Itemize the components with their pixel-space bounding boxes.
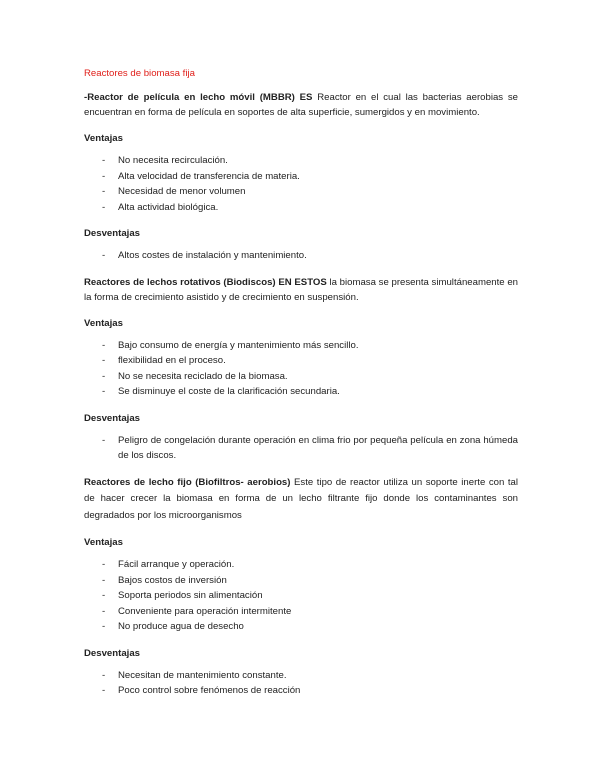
mbbr-heading: -Reactor de película en lecho móvil (MBBR) ES bbox=[84, 92, 313, 103]
list-item: - Fácil arranque y operación. bbox=[102, 559, 235, 570]
list-item: - Bajo consumo de energía y mantenimiento más sencillo. bbox=[102, 339, 359, 351]
list-item: - Se disminuye el coste de la clarificación secundaria. bbox=[102, 386, 340, 397]
biofiltros-desventajas-label: Desventajas bbox=[84, 647, 140, 659]
mbbr-desventajas-label: Desventajas bbox=[84, 228, 140, 239]
list-item: - No se necesita reciclado de la biomasa. bbox=[102, 370, 288, 382]
mbbr-ventajas-label: Ventajas bbox=[84, 133, 123, 144]
list-item: - Alta velocidad de transferencia de materia. bbox=[102, 170, 300, 182]
mbbr-ventajas-list bbox=[84, 153, 518, 215]
list-item: - Poco control sobre fenómenos de reacción bbox=[102, 685, 301, 696]
list-item: - Necesidad de menor volumen bbox=[102, 186, 246, 197]
biodiscos-paragraph bbox=[84, 275, 518, 305]
biofiltros-ventajas-list bbox=[84, 557, 518, 635]
list-item: - Necesitan de mantenimiento constante. bbox=[102, 669, 287, 681]
list-item: - No produce agua de desecho bbox=[102, 621, 244, 632]
mbbr-paragraph bbox=[84, 90, 518, 120]
list-item: - Soporta periodos sin alimentación bbox=[102, 590, 263, 601]
list-item: - Altos costes de instalación y mantenimiento. bbox=[102, 250, 307, 261]
biofiltros-paragraph bbox=[84, 475, 518, 525]
document-page bbox=[84, 66, 518, 699]
biodiscos-text: la biomasa se presenta simultáneamente en la forma de crecimiento asistido y de crecimiento en suspensión. bbox=[84, 276, 519, 303]
list-item: - No necesita recirculación. bbox=[102, 155, 228, 166]
list-item: - Peligro de congelación durante operación en clima frio por pequeña película en zona húmeda de los discos. bbox=[102, 434, 518, 461]
biodiscos-desventajas-label: Desventajas bbox=[84, 412, 140, 424]
biofiltros-ventajas-label: Ventajas bbox=[84, 537, 123, 548]
mbbr-text: Reactor en el cual las bacterias aerobias se encuentran en forma de película en soportes de alta superficie, sumergidos y en movimiento. bbox=[84, 92, 518, 118]
document-title: Reactores de biomasa fija bbox=[84, 68, 195, 79]
list-item: - Bajos costos de inversión bbox=[102, 574, 227, 586]
biodiscos-heading: Reactores de lechos rotativos (Biodiscos) EN ESTOS bbox=[84, 276, 327, 288]
biodiscos-desventajas-list bbox=[84, 433, 518, 464]
list-item: - Alta actividad biológica. bbox=[102, 201, 219, 213]
biofiltros-text: Este tipo de reactor utiliza un soporte inerte con tal de hacer crecer la biomasa en forma de un lecho filtrante fijo donde los contaminantes son degradados por los microorganismos bbox=[84, 476, 518, 521]
list-item: - flexibilidad en el proceso. bbox=[102, 355, 226, 366]
list-item: - Conveniente para operación intermitente bbox=[102, 605, 292, 617]
mbbr-desventajas-list bbox=[84, 248, 518, 264]
biofiltros-heading: Reactores de lecho fijo (Biofiltros- aerobios) bbox=[84, 476, 291, 488]
biodiscos-ventajas-label: Ventajas bbox=[84, 317, 123, 329]
biodiscos-ventajas-list bbox=[84, 338, 518, 400]
biofiltros-desventajas-list bbox=[84, 668, 518, 699]
